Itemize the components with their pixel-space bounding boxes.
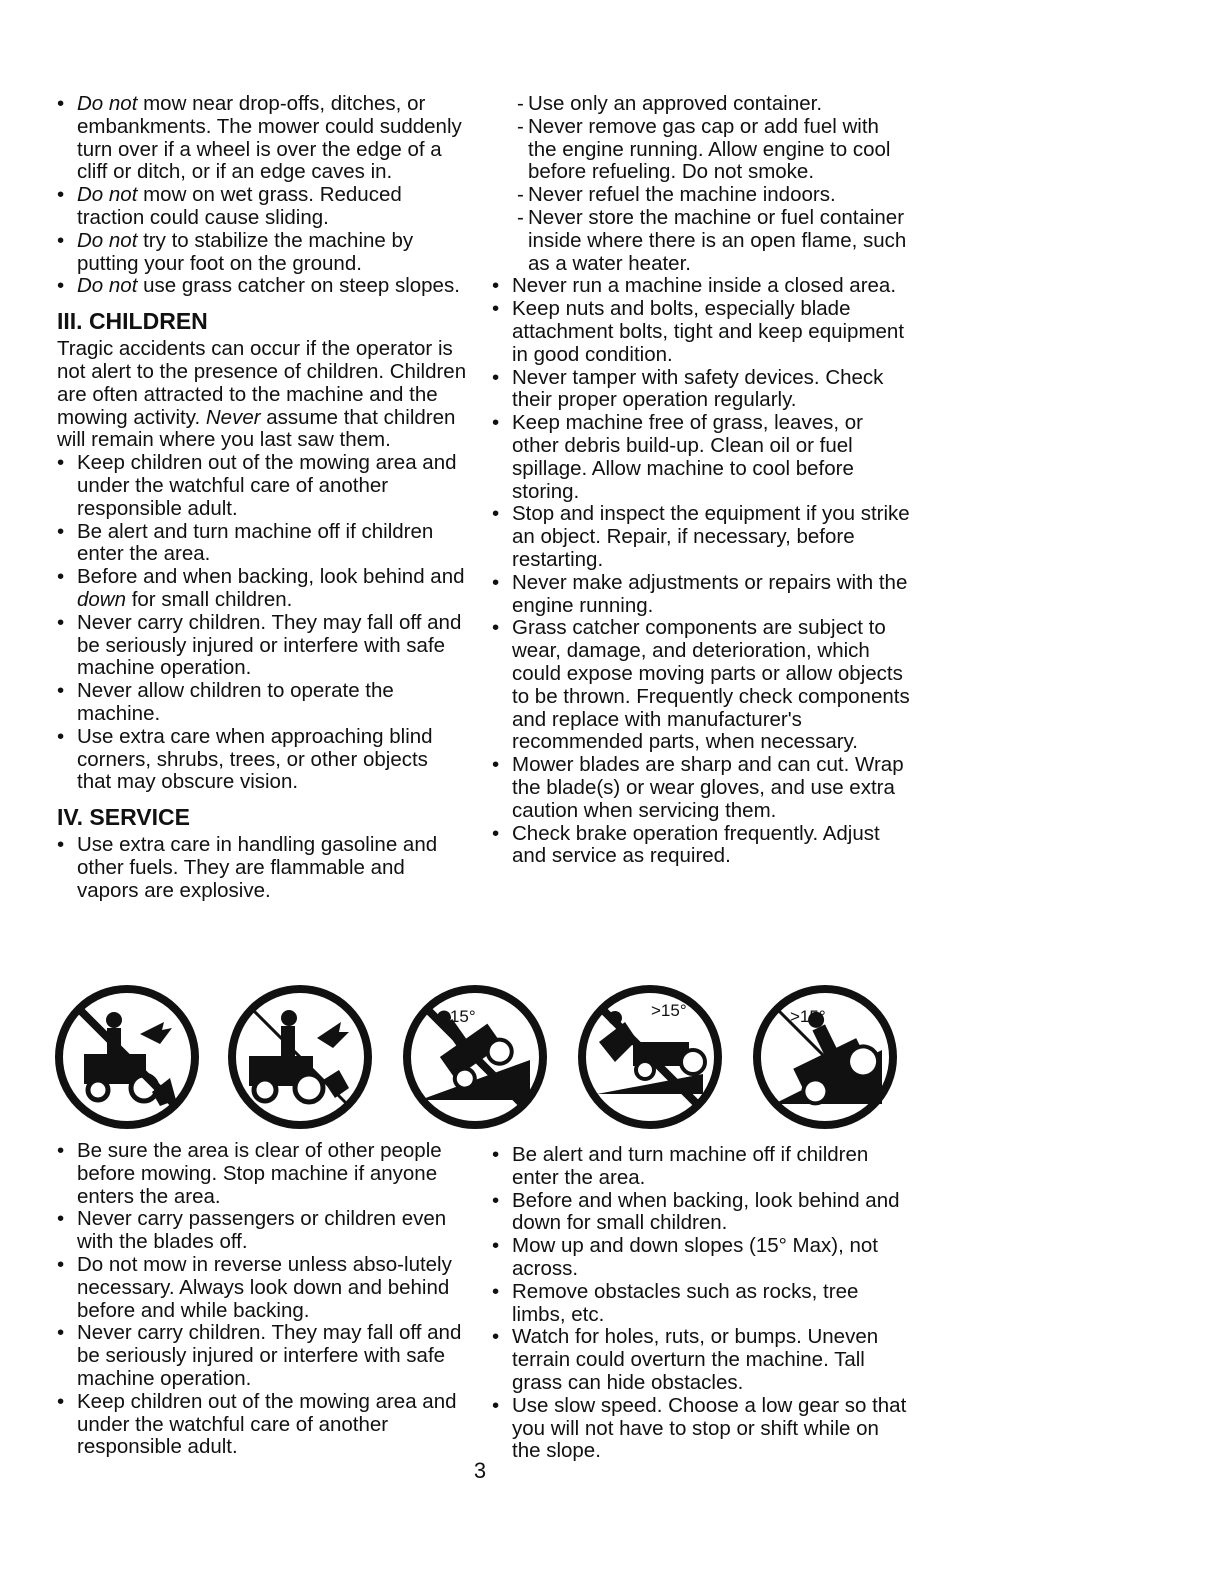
list-item: • Use extra care in handling gasoline and other fuels. They are flammable and vapors are explosive. [57, 834, 467, 902]
list-item: • Never allow children to operate the machine. [57, 680, 467, 726]
list-item [57, 566, 467, 612]
emphasis: Do not [77, 228, 138, 252]
list-item: • Never carry children. They may fall off and be seriously injured or interfere with safe machine operation. [57, 612, 467, 680]
safety-pictograms [0, 982, 1220, 1152]
item-text: use grass catcher on steep slopes. [137, 274, 460, 298]
section-heading-service: IV. SERVICE [57, 804, 190, 831]
list-item: • Be alert and turn machine off if children enter the area. [57, 521, 467, 567]
list-item: • Do not mow in reverse unless abso-lutely necessary. Always look down and behind before and while backing. [57, 1254, 477, 1322]
list-item [57, 275, 467, 298]
emphasis: Do not [77, 183, 138, 207]
service-continued-list [492, 275, 912, 868]
list-item: • Use slow speed. Choose a low gear so that you will not have to stop or shift while on the slope. [492, 1395, 912, 1463]
list-item: - Never refuel the machine indoors. [492, 184, 912, 207]
item-text: try to stabilize the machine by putting your foot on the ground. [77, 228, 414, 275]
list-item: • Stop and inspect the equipment if you strike an object. Repair, if necessary, before restarting. [492, 503, 912, 571]
bottom-right-column [492, 1144, 912, 1463]
item-text: mow on wet grass. Reduced traction could cause sliding. [77, 183, 402, 229]
list-item: • Keep children out of the mowing area and under the watchful care of another responsible adult. [57, 1391, 477, 1459]
slope-side-icon [750, 982, 900, 1132]
list-item: • Before and when backing, look behind and down for small children. [492, 1190, 912, 1236]
children-list [57, 452, 467, 794]
slope-warnings-list [57, 93, 467, 298]
fuel-dash-list [492, 93, 912, 275]
item-text: mow near drop-offs, ditches, or embankments. The mower could suddenly turn over if a wheel is over the edge of a cliff or ditch, or if an edge caves in. [77, 92, 462, 184]
item-text: Before and when backing, look behind and [77, 565, 465, 589]
list-item: • Keep nuts and bolts, especially blade attachment bolts, tight and keep equipment in good condition. [492, 298, 912, 366]
bottom-right-list [492, 1144, 912, 1463]
list-item [57, 93, 467, 184]
service-list [57, 834, 467, 902]
slope-tip-icon [400, 982, 550, 1132]
list-item: • Grass catcher components are subject to wear, damage, and deterioration, which could expose moving parts or allow objects to be thrown. Frequently check components and replace with manufacturer's recommended parts, when necessary. [492, 617, 912, 754]
page-number: 3 [473, 1458, 487, 1483]
list-item: • Never carry passengers or children even with the blades off. [57, 1208, 477, 1254]
list-item: • Be alert and turn machine off if children enter the area. [492, 1144, 912, 1190]
list-item: • Remove obstacles such as rocks, tree limbs, etc. [492, 1281, 912, 1327]
slope-rollover-icon [575, 982, 725, 1132]
list-item [57, 230, 467, 276]
angle-label: >15° [440, 1007, 476, 1026]
emphasis: Never [205, 405, 261, 429]
left-column [57, 93, 467, 903]
list-item: - Never remove gas cap or add fuel with the engine running. Allow engine to cool before refueling. Do not smoke. [492, 116, 912, 184]
list-item: • Never tamper with safety devices. Check their proper operation regularly. [492, 367, 912, 413]
list-item: • Check brake operation frequently. Adjust and service as required. [492, 823, 912, 869]
list-item: • Mow up and down slopes (15° Max), not across. [492, 1235, 912, 1281]
list-item: • Use extra care when approaching blind corners, shrubs, trees, or other objects that may obscure vision. [57, 726, 467, 794]
list-item: • Never carry children. They may fall off and be seriously injured or interfere with safe machine operation. [57, 1322, 477, 1390]
list-item: • Never run a machine inside a closed area. [492, 275, 912, 298]
list-item: • Watch for holes, ruts, or bumps. Uneven terrain could overturn the machine. Tall grass can hide obstacles. [492, 1326, 912, 1394]
list-item: - Never store the machine or fuel container inside where there is an open flame, such as a water heater. [492, 207, 912, 275]
list-item [57, 184, 467, 230]
intro-text: Tragic accidents can occur if the operator is not alert to the presence of children. Children are often attracted to the machine and the mowing activity. [57, 337, 467, 429]
right-column [492, 93, 912, 868]
emphasis: Do not [77, 274, 138, 298]
list-item: • Mower blades are sharp and can cut. Wrap the blade(s) or wear gloves, and use extra caution when servicing them. [492, 754, 912, 822]
bottom-left-column [57, 1140, 477, 1459]
no-reverse-mowing-icon [225, 982, 375, 1132]
list-item: • Keep children out of the mowing area and under the watchful care of another responsible adult. [57, 452, 467, 520]
emphasis: down [77, 587, 127, 611]
section-heading-children: III. CHILDREN [57, 308, 208, 335]
children-intro [57, 338, 467, 452]
emphasis: Do not [77, 92, 138, 115]
angle-label: >15° [651, 1001, 687, 1020]
no-bystanders-icon [52, 982, 202, 1132]
intro-text: assume that children will remain where you last saw them. [57, 405, 456, 452]
list-item: • Be sure the area is clear of other people before mowing. Stop machine if anyone enters the area. [57, 1140, 477, 1208]
list-item: • Keep machine free of grass, leaves, or other debris build-up. Clean oil or fuel spillage. Allow machine to cool before storing. [492, 412, 912, 503]
list-item: - Use only an approved container. [492, 93, 912, 116]
list-item: • Never make adjustments or repairs with the engine running. [492, 572, 912, 618]
angle-label: >15° [790, 1007, 826, 1026]
bottom-left-list [57, 1140, 477, 1459]
item-text: for small children. [126, 587, 293, 611]
